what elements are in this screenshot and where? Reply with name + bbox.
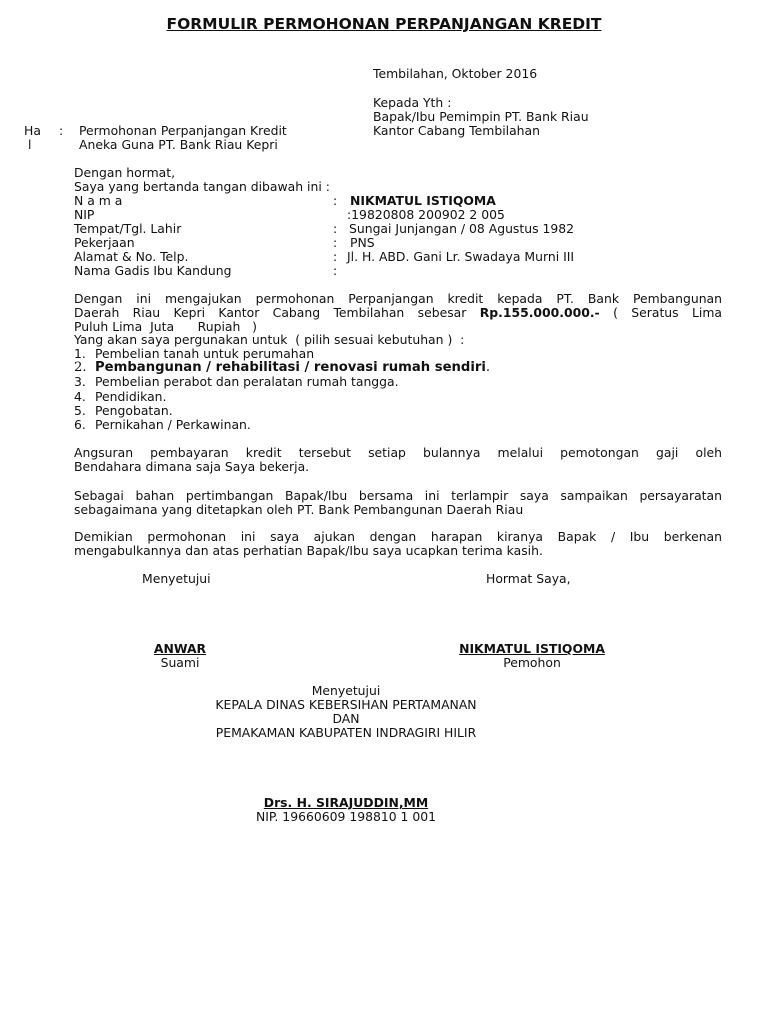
hal-label-wrap: l	[28, 137, 32, 152]
installment-line-1: Angsuran pembayaran kredit tersebut setiap bulannya melalui pemotongan gaji oleh	[74, 445, 722, 460]
request-paragraph	[74, 292, 722, 334]
request-line-2	[74, 306, 722, 320]
right-signature-caption: Hormat Saya,	[486, 571, 571, 586]
list-text: Pembelian perabot dan peralatan rumah tangga.	[95, 374, 399, 390]
addressee-line-1: Bapak/Ibu Pemimpin PT. Bank Riau	[373, 109, 589, 124]
approval-signatory-nip: NIP. 19660609 198810 1 001	[255, 809, 437, 824]
left-signatory-role: Suami	[160, 655, 200, 670]
approval-signatory-name: Drs. H. SIRAJUDDIN,MM	[263, 795, 429, 810]
request-line-1: Dengan ini mengajukan permohonan Perpanjangan kredit kepada PT. Bank Pembangunan	[74, 291, 722, 306]
purpose-list	[74, 347, 490, 432]
field-value-ttl: Sungai Junjangan / 08 Agustus 1982	[349, 221, 575, 236]
field-value-nama: NIKMATUL ISTIQOMA	[350, 193, 496, 208]
field-label-nip: NIP	[74, 207, 95, 222]
intro-text: Saya yang bertanda tangan dibawah ini :	[74, 179, 330, 194]
field-label-ttl: Tempat/Tgl. Lahir	[74, 221, 182, 236]
attachment-line-1: Sebagai bahan pertimbangan Bapak/Ibu bersama ini terlampir saya sampaikan persayaratan	[74, 488, 722, 503]
approval-line-2: DAN	[332, 711, 360, 726]
list-number: 3.	[74, 374, 86, 390]
hal-subject-line-1: Permohonan Perpanjangan Kredit	[79, 123, 287, 138]
field-colon-nama: :	[333, 193, 338, 208]
hal-colon: :	[59, 123, 64, 138]
right-signatory-role: Pemohon	[503, 655, 561, 670]
list-number: 2.	[74, 360, 87, 376]
addressee-line-2: Kantor Cabang Tembilahan	[373, 123, 540, 138]
list-number: 1.	[74, 346, 86, 361]
field-value-alamat: Jl. H. ABD. Gani Lr. Swadaya Murni III	[347, 249, 575, 264]
list-item	[74, 390, 490, 404]
list-item	[74, 404, 490, 418]
request-line-3: Puluh Lima Juta Rupiah )	[74, 319, 257, 334]
list-item	[74, 375, 490, 389]
field-label-pekerjaan: Pekerjaan	[74, 235, 135, 250]
place-date: Tembilahan, Oktober 2016	[373, 66, 538, 81]
list-text: Pendidikan.	[95, 388, 167, 404]
request-line-2-text: Daerah Riau Kepri Kantor Cabang Tembilahan sebesar	[74, 305, 480, 320]
list-text-suffix: .	[485, 360, 491, 376]
field-colon-ttl: :	[333, 221, 338, 236]
attachment-paragraph	[74, 489, 722, 517]
list-number: 4.	[74, 388, 86, 404]
attachment-line-2: sebagaimana yang ditetapkan oleh PT. Bank Pembangunan Daerah Riau	[74, 502, 524, 517]
right-signatory-name: NIKMATUL ISTIQOMA	[459, 641, 605, 656]
list-text: Pembangunan / rehabilitasi / renovasi rumah sendiri	[95, 360, 486, 376]
closing-paragraph	[74, 530, 722, 558]
hal-subject-line-2: Aneka Guna PT. Bank Riau Kepri	[79, 137, 278, 152]
left-signatory-name: ANWAR	[153, 641, 207, 656]
list-number: 5.	[74, 402, 86, 418]
field-label-alamat: Alamat & No. Telp.	[74, 249, 189, 264]
greeting: Dengan hormat,	[74, 165, 176, 180]
approval-line-1: KEPALA DINAS KEBERSIHAN PERTAMANAN	[215, 697, 477, 712]
installment-paragraph	[74, 446, 722, 474]
list-text: Pernikahan / Perkawinan.	[95, 417, 251, 433]
list-item	[74, 418, 490, 432]
field-colon-alamat: :	[333, 249, 338, 264]
list-text: Pembelian tanah untuk perumahan	[95, 346, 315, 361]
loan-amount: Rp.155.000.000.-	[479, 305, 600, 320]
form-title: FORMULIR PERMOHONAN PERPANJANGAN KREDIT	[166, 15, 602, 33]
approval-caption: Menyetujui	[311, 683, 381, 698]
closing-line-2: mengabulkannya dan atas perhatian Bapak/Ibu saya ucapkan terima kasih.	[74, 543, 543, 558]
installment-line-2: Bendahara dimana saja Saya bekerja.	[74, 459, 310, 474]
field-label-nama: N a m a	[74, 193, 123, 208]
left-signature-caption: Menyetujui	[142, 571, 211, 586]
field-colon-ibu: :	[333, 263, 338, 278]
list-text: Pengobatan.	[95, 402, 173, 418]
field-colon-pekerjaan: :	[333, 235, 338, 250]
approval-line-3: PEMAKAMAN KABUPATEN INDRAGIRI HILIR	[215, 725, 477, 740]
closing-line-1: Demikian permohonan ini saya ajukan dengan harapan kiranya Bapak / Ibu berkenan	[74, 529, 722, 544]
list-item	[74, 347, 490, 361]
request-line-2-words: ( Seratus Lima	[599, 305, 722, 320]
list-item	[74, 361, 490, 375]
list-number: 6.	[74, 417, 86, 433]
hal-label: Ha	[24, 123, 41, 138]
purpose-intro: Yang akan saya pergunakan untuk ( pilih sesuai kebutuhan ) :	[74, 332, 465, 347]
field-label-ibu: Nama Gadis Ibu Kandung	[74, 263, 232, 278]
field-value-pekerjaan: PNS	[350, 235, 375, 250]
addressee-label: Kepada Yth :	[373, 95, 452, 110]
field-value-nip: :19820808 200902 2 005	[347, 207, 505, 222]
